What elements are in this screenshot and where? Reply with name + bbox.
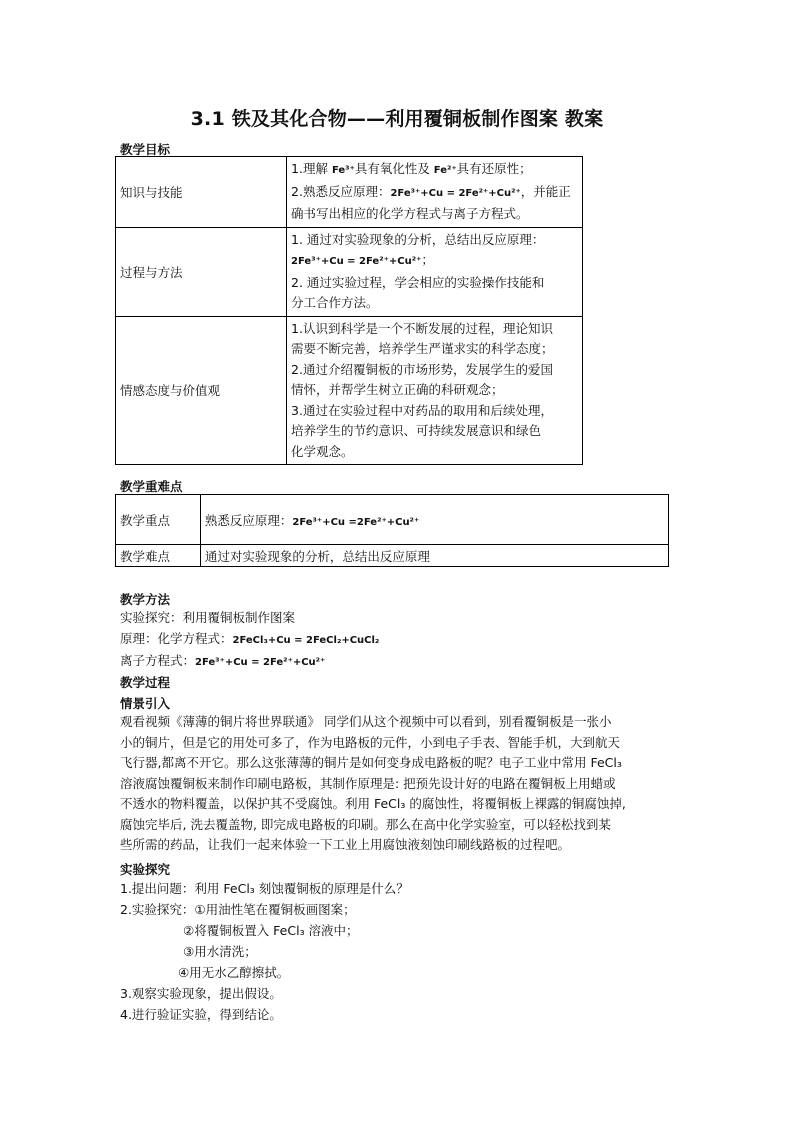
objectives-content-attitude: 1.认识到科学是一个不断发展的过程，理论知识 需要不断完善，培养学生严谨求实的科学态度； 2.通过介绍覆铜板的市场形势，发展学生的爱国 情怀，并帮学生树立正确的科研观念； 3.通过在实验过程中对药品的取用和后续处理， 培养学生的节约意识、可持续发展意识和绿色 化学观念。 [287, 316, 583, 465]
methods-heading: 教学方法 [120, 592, 171, 607]
step-4: 4.进行验证实验，得到结论。 [120, 1007, 282, 1022]
intro-line: 不透水的物料覆盖，以保护其不受腐蚀。利用 FeCl₃ 的腐蚀性，将覆铜板上裸露的铜腐蚀掉, [120, 796, 626, 811]
intro-line: 飞行器,都离不开它。那么这张薄薄的铜片是如何变身成电路板的呢？电子工业中常用 FeCl₃ [120, 755, 622, 770]
methods-line-explore: 实验探究：利用覆铜板制作图案 [120, 610, 296, 625]
step-1: 1.提出问题：利用 FeCl₃ 刻蚀覆铜板的原理是什么？ [120, 881, 409, 896]
keypoints-heading: 教学重难点 [120, 479, 183, 494]
intro-line: 腐蚀完毕后, 洗去覆盖物, 即完成电路板的印刷。那么在高中化学实验室，可以轻松找到某 [120, 816, 611, 832]
explore-heading: 实验探究 [120, 862, 171, 877]
document-title: 3.1 铁及其化合物——利用覆铜板制作图案 教案 [190, 108, 604, 130]
keypoints-table [115, 494, 669, 567]
keypoints-label-focus: 教学重点 [116, 495, 201, 545]
step-2-sub-2: ②将覆铜板置入 FeCl₃ 溶液中； [183, 923, 359, 938]
objectives-content-knowledge: 1.理解 Fe³⁺具有氧化性及 Fe²⁺具有还原性； 2.熟悉反应原理：2Fe³⁺+Cu = 2Fe²⁺+Cu²⁺，并能正 确书写出相应的化学方程式与离子方程式。 [287, 157, 583, 228]
step-2: 2.实验探究：①用油性笔在覆铜板画图案； [120, 902, 356, 917]
step-3: 3.观察实验现象，提出假设。 [120, 986, 282, 1001]
keypoints-content-focus: 熟悉反应原理：2Fe³⁺+Cu =2Fe²⁺+Cu²⁺ [200, 495, 668, 545]
objectives-table [115, 156, 583, 465]
objectives-heading: 教学目标 [120, 142, 171, 157]
objectives-label-knowledge: 知识与技能 [116, 157, 287, 228]
objectives-label-process: 过程与方法 [116, 227, 287, 316]
intro-line: 小的铜片，但是它的用处可多了，作为电路板的元件，小到电子手表、智能手机，大到航天 [120, 734, 621, 750]
intro-line: 观看视频《薄薄的铜片将世界联通》 同学们从这个视频中可以看到，别看覆铜板是一张小 [120, 714, 612, 729]
step-2-sub-4: ④用无水乙醇擦拭。 [178, 965, 290, 980]
keypoints-label-difficulty: 教学难点 [116, 545, 201, 567]
methods-line-equation: 原理：化学方程式：2FeCl₃+Cu = 2FeCl₂+CuCl₂ [120, 630, 380, 646]
intro-line: 溶液腐蚀覆铜板来制作印刷电路板，其制作原理是: 把预先设计好的电路在覆铜板上用蜡或 [120, 775, 616, 791]
keypoints-content-difficulty: 通过对实验现象的分析，总结出反应原理 [200, 545, 668, 567]
methods-line-ionic: 离子方程式：2Fe³⁺+Cu = 2Fe²⁺+Cu²⁺ [120, 653, 326, 668]
intro-paragraph [120, 712, 680, 856]
objectives-row-knowledge [116, 157, 583, 228]
intro-line: 些所需的药品，让我们一起来体验一下工业上用腐蚀液刻蚀印刷线路板的过程吧。 [120, 837, 571, 852]
keypoints-row-focus [116, 495, 669, 545]
objectives-row-attitude [116, 316, 583, 465]
objectives-row-process [116, 227, 583, 316]
objectives-label-attitude: 情感态度与价值观 [116, 316, 287, 465]
keypoints-row-difficulty [116, 545, 669, 567]
intro-heading: 情景引入 [120, 696, 171, 711]
objectives-content-process: 1. 通过对实验现象的分析，总结出反应原理： 2Fe³⁺+Cu = 2Fe²⁺+Cu²⁺； 2. 通过实验过程，学会相应的实验操作技能和 分工合作方法。 [287, 227, 583, 316]
step-2-sub-3: ③用水清洗； [183, 944, 257, 959]
methods-body [120, 608, 680, 674]
process-heading: 教学过程 [120, 675, 171, 690]
